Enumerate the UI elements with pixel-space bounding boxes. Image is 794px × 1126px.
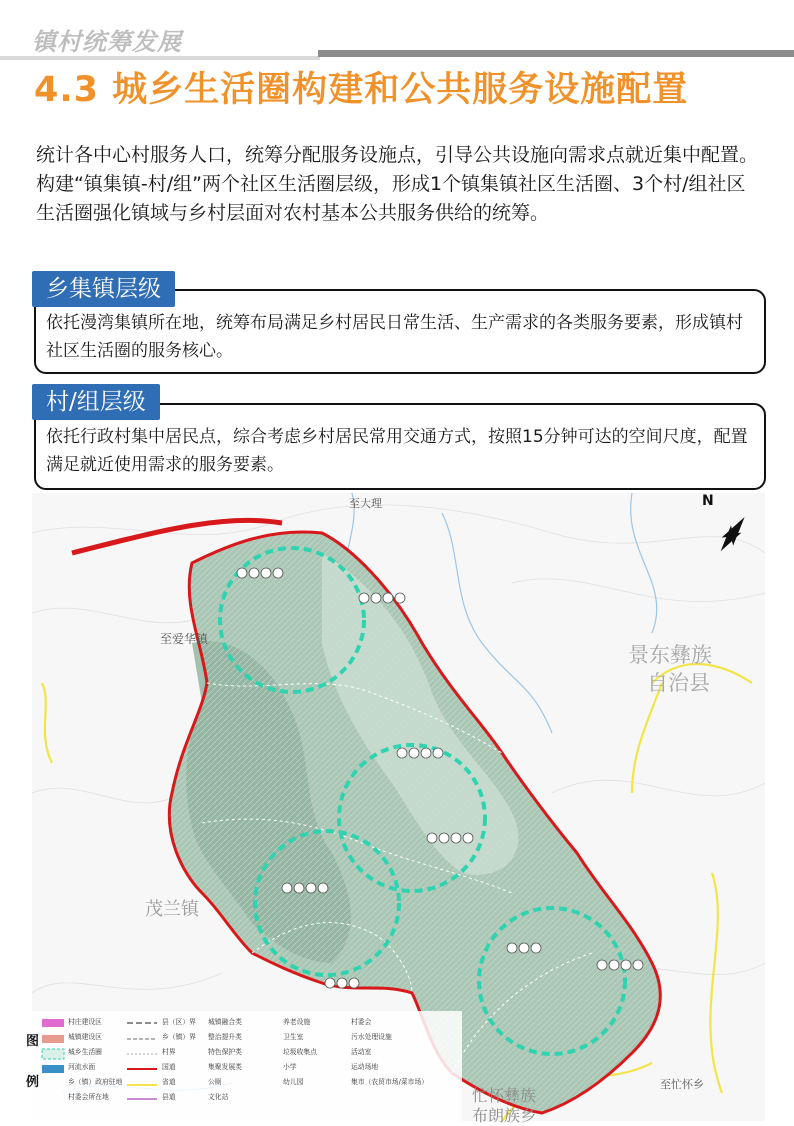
planning-map[interactable] xyxy=(26,493,765,1125)
legend-item: 特色保护类 xyxy=(208,1048,242,1056)
legend-item: 活动室 xyxy=(351,1048,372,1056)
legend-item: 文化站 xyxy=(208,1093,229,1101)
legend-title-bottom: 例 xyxy=(26,1075,40,1090)
legend-item: 村界 xyxy=(162,1048,176,1056)
legend-item: 城乡生活圈 xyxy=(68,1048,102,1056)
legend-item: 养老设施 xyxy=(283,1018,311,1026)
legend-item: 村庄建设区 xyxy=(68,1018,102,1026)
legend-item: 乡（镇）界 xyxy=(162,1033,196,1041)
legend-item: 集市（农贸市场/菜市场） xyxy=(351,1078,429,1086)
north-arrow-icon xyxy=(715,513,750,555)
legend-item: 公厕 xyxy=(208,1078,222,1086)
legend-item: 污水处理设施 xyxy=(351,1033,392,1041)
legend-item: 村委会所在地 xyxy=(68,1093,109,1101)
legend-item: 垃圾收集点 xyxy=(283,1048,317,1056)
label-to-dali: 至大理 xyxy=(349,497,382,510)
legend-item: 集聚发展类 xyxy=(208,1063,242,1071)
legend-item: 县道 xyxy=(162,1093,176,1101)
level-text-village: 依托行政村集中居民点，综合考虑乡村居民常用交通方式，按照15分钟可达的空间尺度，配置满足就近使用需求的服务要素。 xyxy=(46,427,748,475)
legend-item: 村委会 xyxy=(351,1018,372,1026)
legend-item: 卫生室 xyxy=(283,1033,304,1041)
legend-item: 整治提升类 xyxy=(208,1033,242,1041)
legend-item: 国道 xyxy=(162,1063,176,1071)
header-rule-light xyxy=(0,56,320,60)
legend-item: 乡（镇）政府驻地 xyxy=(68,1078,123,1086)
legend-grid xyxy=(68,1016,464,1103)
label-manghuai-1: 忙怀彝族 xyxy=(472,1086,537,1105)
section-tag: 镇村统筹发展 xyxy=(32,28,182,56)
legend-title-top: 图 xyxy=(26,1034,40,1049)
legend-item: 幼儿园 xyxy=(283,1078,304,1086)
page-title: 4.3 城乡生活圈构建和公共服务设施配置 xyxy=(34,70,689,110)
level-text-town: 依托漫湾集镇所在地，统筹布局满足乡村居民日常生活、生产需求的各类服务要素，形成镇村社区生活圈的服务核心。 xyxy=(46,313,743,361)
legend-item: 省道 xyxy=(162,1078,176,1086)
legend-item: 城镇融合类 xyxy=(208,1018,242,1026)
north-label: N xyxy=(702,493,714,509)
intro-paragraph: 统计各中心村服务人口，统筹分配服务设施点，引导公共设施向需求点就近集中配置。构建“镇集镇-村/组”两个社区生活圈层级，形成1个镇集镇社区生活圈、3个村/组社区生活圈强化镇域与乡村层面对农村基本公共服务供给的统筹。 xyxy=(36,144,759,224)
label-jingdong-2: 自治县 xyxy=(647,671,710,695)
label-to-manghuai: 至忙怀乡 xyxy=(660,1078,704,1091)
legend-item: 城镇建设区 xyxy=(68,1033,102,1041)
legend-item: 河流水面 xyxy=(68,1063,96,1071)
label-manghuai-2: 布朗族乡 xyxy=(472,1106,537,1125)
legend-item: 小学 xyxy=(283,1063,297,1071)
level-tag-village: 村/组层级 xyxy=(32,384,160,420)
label-maolan: 茂兰镇 xyxy=(145,899,199,920)
legend-item: 运动场地 xyxy=(351,1063,379,1071)
legend-item: 县（区）界 xyxy=(162,1018,196,1026)
label-to-aihua: 至爱华镇 xyxy=(160,632,209,646)
header-rule-dark xyxy=(318,50,794,57)
level-tag-town: 乡集镇层级 xyxy=(32,271,175,307)
label-jingdong-1: 景东彝族 xyxy=(628,643,712,667)
